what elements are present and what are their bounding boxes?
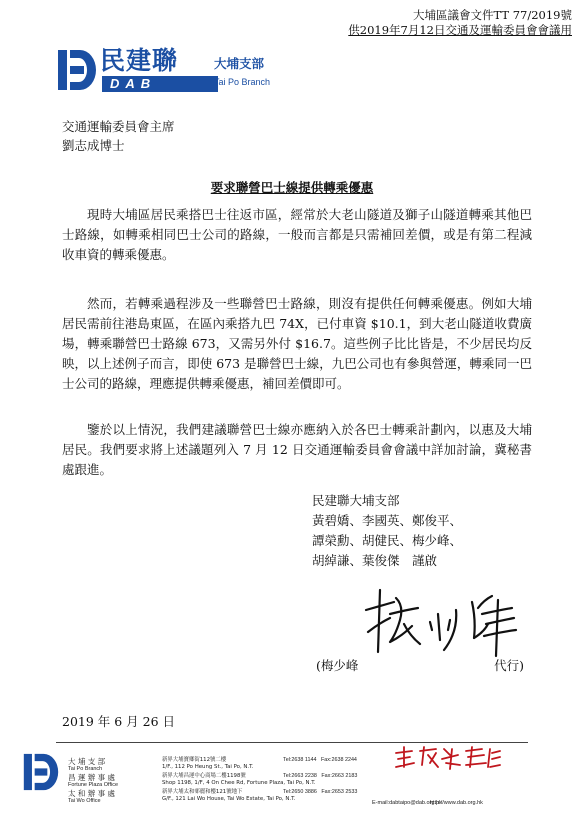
footer-email[interactable]: E-mail:dabtaipo@dab.org.hk xyxy=(372,800,442,806)
address-cn: 新界大埔寶鄉街112號二樓 xyxy=(162,757,227,763)
handwritten-signature xyxy=(360,580,520,660)
logo-chinese: 民建聯 xyxy=(100,46,179,75)
footer-website[interactable]: http://www.dab.org.hk xyxy=(430,800,483,806)
dab-emblem-icon xyxy=(56,47,98,93)
dab-logo xyxy=(56,47,276,97)
paragraph-3: 鑒於以上情況，我們建議聯營巴士線亦應納入於各巴士轉乘計劃內，以惠及大埔居民。我們要求將上述議題列入 7 月 12 日交通運輸委員會會議中詳加討論，冀秘書處跟進。 xyxy=(62,422,532,477)
office-name-en: Tai Po Branch xyxy=(68,766,103,772)
address-en: Shop 1198, 1/F, 4 On Chee Rd, Fortune Plaza, Tai Po, N.T. xyxy=(162,780,316,786)
signer-name: (梅少峰 xyxy=(316,658,359,673)
signature-block xyxy=(312,491,462,571)
footer-contact-2 xyxy=(283,773,357,780)
address-cn: 新界大埔昌運中心商場二樓1198號 xyxy=(162,773,246,779)
letter-title: 要求聯營巴士線提供轉乘優惠 xyxy=(210,180,374,195)
logo-dab: DAB xyxy=(102,76,218,92)
footer-contact-1 xyxy=(283,757,357,764)
footer-contact-3 xyxy=(283,789,357,796)
office-tel: Tel:2650 3886 xyxy=(283,789,317,795)
signer-note: 代行) xyxy=(494,658,524,673)
sign-org: 民建聯大埔支部 xyxy=(312,493,400,508)
letter-date: 2019 年 6 月 26 日 xyxy=(62,714,176,729)
office-fax: Fax:2663 2183 xyxy=(321,773,358,779)
logo-branch: 大埔支部 xyxy=(214,56,265,71)
footer-divider xyxy=(56,742,528,743)
doc-ref-meeting: 供2019年7月12日交通及運輸委員會會議用 xyxy=(348,23,572,37)
address-cn: 新界大埔太和邨麗和樓121號地下 xyxy=(162,789,243,795)
logo-branch-en: Tai Po Branch xyxy=(214,77,271,87)
recipient-block xyxy=(62,117,175,155)
office-name: 昌 運 辦 事 處 xyxy=(68,773,116,782)
address-en: G/F., 121 Lai Wo House, Tai Wo Estate, Tai Po, N.T. xyxy=(162,796,296,802)
paragraph-1: 現時大埔區居民乘搭巴士往返市區，經常於大老山隧道及獅子山隧道轉乘其他巴士路線，如轉乘相同巴士公司的路線，一般而言都是只需補回差價，或是有第二程減收車資的轉乘優惠。 xyxy=(62,207,532,262)
sign-names-3: 胡綽謙、葉俊傑 謹啟 xyxy=(312,553,438,568)
slogan-calligraphy xyxy=(392,745,502,771)
office-fax: Fax:2653 2533 xyxy=(321,789,358,795)
document-reference xyxy=(348,8,572,38)
address-en: 1/F., 112 Po Heung St., Tai Po, N.T. xyxy=(162,764,254,770)
footer-address-3 xyxy=(162,789,295,803)
footer-office-3 xyxy=(68,789,115,805)
office-tel: Tel:2638 1144 xyxy=(283,757,317,763)
dab-footer-emblem-icon xyxy=(22,751,60,793)
office-fax: Fax:2638 2244 xyxy=(320,757,357,763)
footer-office-1 xyxy=(68,757,105,773)
office-name-en: Tai Wo Office xyxy=(68,798,101,804)
sign-names-2: 譚榮勳、胡健民、梅少峰、 xyxy=(312,533,463,548)
office-name-en: Fortune Plaza Office xyxy=(68,782,119,788)
footer-office-2 xyxy=(68,773,118,789)
doc-ref-number: 大埔區議會文件TT 77/2019號 xyxy=(413,8,572,22)
sign-names-1: 黃碧嬌、李國英、鄭俊平、 xyxy=(312,513,463,528)
signer-line xyxy=(316,658,524,674)
recipient-name: 劉志成博士 xyxy=(62,138,125,153)
paragraph-2: 然而，若轉乘過程涉及一些聯營巴士路線，則沒有提供任何轉乘優惠。例如大埔居民需前往港島東區，在區內乘搭九巴 74X，已付車資 $10.1，到大老山隧道收費廣場，轉乘聯營巴士路線 673，又需另外付 $16.7。這些例子比比皆是，不少居民均反映，以上述例子而言，即使 673 是聯營巴士線，九巴公司也有參與營運，轉乘同一巴士公司的路線，理應提供轉乘優惠，補回差價即可。 xyxy=(62,296,532,391)
office-tel: Tel:2663 2238 xyxy=(283,773,317,779)
office-name: 大 埔 支 部 xyxy=(68,757,106,766)
office-name: 太 和 辦 事 處 xyxy=(68,789,116,798)
recipient-title: 交通運輸委員會主席 xyxy=(62,119,175,134)
footer-address-1 xyxy=(162,757,254,771)
